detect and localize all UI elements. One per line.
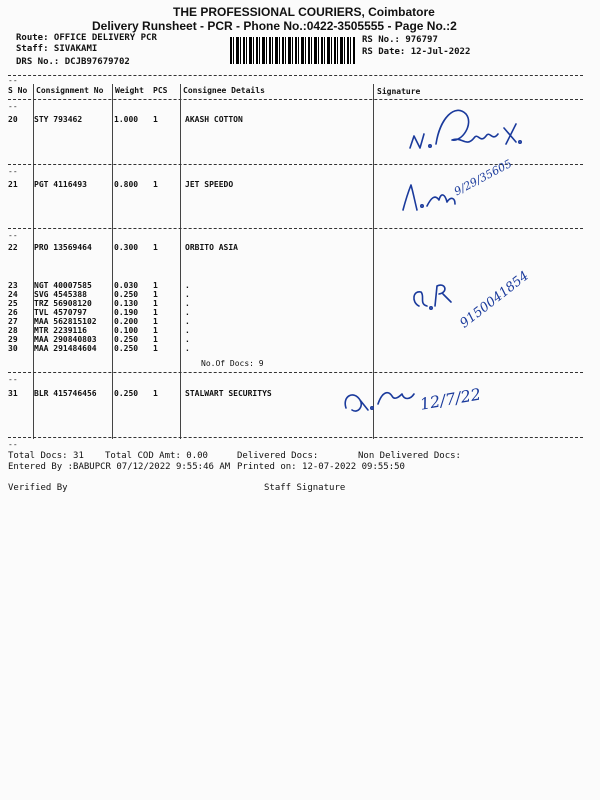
divider xyxy=(8,228,583,229)
row-consignee: . xyxy=(185,326,190,335)
staff-signature-label: Staff Signature xyxy=(264,483,346,493)
row-sno: 27 xyxy=(8,317,18,326)
handwritten-signature-3 xyxy=(405,272,465,322)
row-weight: 0.130 xyxy=(114,299,139,308)
row-sno: 21 xyxy=(8,180,18,189)
column-rule xyxy=(112,84,113,439)
row-weight: 0.100 xyxy=(114,326,139,335)
row-consignee: . xyxy=(185,308,190,317)
row-pcs: 1 xyxy=(153,290,158,299)
row-weight: 0.250 xyxy=(114,335,139,344)
row-pcs: 1 xyxy=(153,299,158,308)
row-consignment: TRZ 56908120 xyxy=(34,299,92,308)
delivered-docs: Delivered Docs: xyxy=(237,451,319,461)
row-weight: 0.250 xyxy=(114,344,139,353)
row-pcs: 1 xyxy=(153,317,158,326)
divider xyxy=(8,372,583,373)
row-consignee: . xyxy=(185,344,190,353)
row-weight: 0.300 xyxy=(114,243,139,252)
handwritten-date-2: 9/29/35605 xyxy=(451,156,515,199)
row-consignment: NGT 40007585 xyxy=(34,281,92,290)
row-consignee: STALWART SECURITYS xyxy=(185,389,272,398)
entered-by: Entered By :BABUPCR 07/12/2022 9:55:46 AM xyxy=(8,462,231,472)
row-weight: 0.250 xyxy=(114,290,139,299)
row-sno: 30 xyxy=(8,344,18,353)
row-weight: 0.200 xyxy=(114,317,139,326)
col-sno: S No xyxy=(8,86,28,95)
row-weight: 0.190 xyxy=(114,308,139,317)
runsheet-title: Delivery Runsheet - PCR - Phone No.:0422-3505555 - Page No.:2 xyxy=(92,19,457,33)
row-consignment: STY 793462 xyxy=(34,115,83,124)
route-label: Route: OFFICE DELIVERY PCR xyxy=(16,33,157,43)
row-pcs: 1 xyxy=(153,281,158,290)
row-consignment: BLR 415746456 xyxy=(34,389,97,398)
rs-date: RS Date: 12-Jul-2022 xyxy=(362,47,471,57)
dash-mark: -- xyxy=(8,440,18,449)
non-delivered-docs: Non Delivered Docs: xyxy=(358,451,461,461)
row-consignment: MAA 290840803 xyxy=(34,335,97,344)
row-pcs: 1 xyxy=(153,335,158,344)
company-title: THE PROFESSIONAL COURIERS, Coimbatore xyxy=(173,5,435,19)
row-sno: 24 xyxy=(8,290,18,299)
col-pcs: PCS xyxy=(153,86,168,95)
row-consignment: PGT 4116493 xyxy=(34,180,87,189)
handwritten-signature-1 xyxy=(400,98,540,160)
row-weight: 1.000 xyxy=(114,115,139,124)
dash-mark: -- xyxy=(8,231,18,240)
row-pcs: 1 xyxy=(153,326,158,335)
col-weight: Weight xyxy=(115,86,144,95)
row-pcs: 1 xyxy=(153,389,158,398)
row-weight: 0.250 xyxy=(114,389,139,398)
row-consignment: MAA 562815102 xyxy=(34,317,97,326)
docs-count-note: No.Of Docs: 9 xyxy=(201,359,264,368)
dash-mark: -- xyxy=(8,375,18,384)
row-consignee: . xyxy=(185,335,190,344)
divider xyxy=(8,75,583,76)
row-consignee: . xyxy=(185,281,190,290)
row-consignee: JET SPEEDO xyxy=(185,180,234,189)
row-consignment: PRO 13569464 xyxy=(34,243,92,252)
row-weight: 0.030 xyxy=(114,281,139,290)
row-sno: 29 xyxy=(8,335,18,344)
row-consignment: TVL 4570797 xyxy=(34,308,87,317)
row-pcs: 1 xyxy=(153,115,158,124)
column-rule xyxy=(33,84,34,439)
row-consignee: ORBITO ASIA xyxy=(185,243,238,252)
divider xyxy=(8,437,583,438)
row-sno: 31 xyxy=(8,389,18,398)
row-sno: 23 xyxy=(8,281,18,290)
row-consignment: MTR 2239116 xyxy=(34,326,87,335)
row-sno: 26 xyxy=(8,308,18,317)
handwritten-phone-3: 9150041854 xyxy=(457,268,532,332)
row-pcs: 1 xyxy=(153,180,158,189)
row-sno: 22 xyxy=(8,243,18,252)
column-rule xyxy=(180,84,181,439)
dash-mark: -- xyxy=(8,76,18,85)
row-consignment: SVG 4545388 xyxy=(34,290,87,299)
row-sno: 20 xyxy=(8,115,18,124)
row-consignee: . xyxy=(185,299,190,308)
col-signature: Signature xyxy=(377,87,421,96)
total-docs: Total Docs: 31 xyxy=(8,451,84,461)
verified-by: Verified By xyxy=(8,483,68,493)
staff-label: Staff: SIVAKAMI xyxy=(16,44,98,54)
col-consignee: Consignee Details xyxy=(183,86,265,95)
row-sno: 25 xyxy=(8,299,18,308)
dash-mark: -- xyxy=(8,167,18,176)
drs-number: DRS No.: DCJB97679702 xyxy=(16,57,130,67)
row-pcs: 1 xyxy=(153,243,158,252)
row-consignee: . xyxy=(185,290,190,299)
total-cod-amount: Total COD Amt: 0.00 xyxy=(105,451,208,461)
rs-number: RS No.: 976797 xyxy=(362,35,438,45)
barcode-image xyxy=(230,37,355,64)
row-weight: 0.800 xyxy=(114,180,139,189)
row-consignee: AKASH COTTON xyxy=(185,115,243,124)
row-consignment: MAA 291484604 xyxy=(34,344,97,353)
dash-mark: -- xyxy=(8,102,18,111)
handwritten-date-4: 12/7/22 xyxy=(418,384,483,414)
printed-on: Printed on: 12-07-2022 09:55:50 xyxy=(237,462,405,472)
row-consignee: . xyxy=(185,317,190,326)
row-pcs: 1 xyxy=(153,344,158,353)
row-sno: 28 xyxy=(8,326,18,335)
col-consignment: Consignment No xyxy=(36,86,104,95)
row-pcs: 1 xyxy=(153,308,158,317)
